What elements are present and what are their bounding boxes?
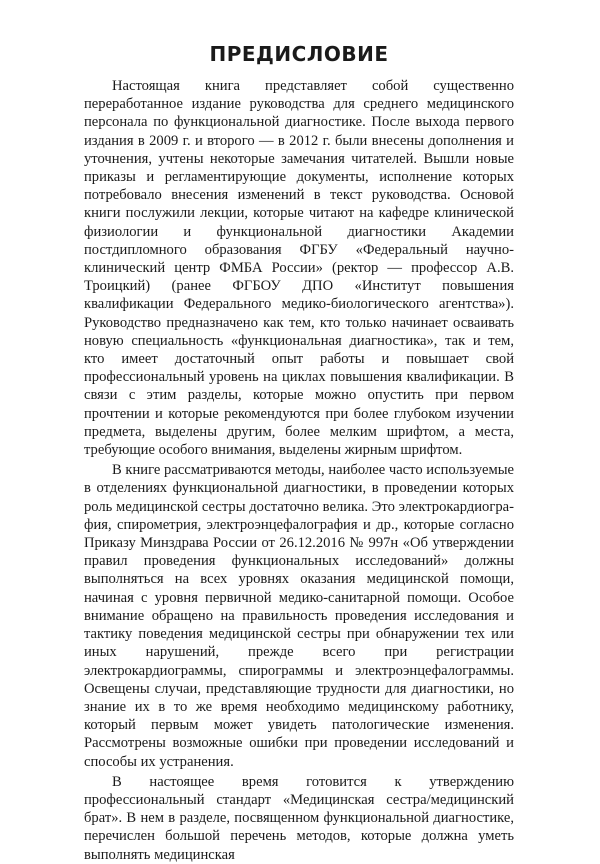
paragraph-3: В настоящее время готовится к утверждению профессиональный стандарт «Медицинская сестра/медицинский брат». В нем в разделе, посвященном функциональной диагностике, перечислен большой перечень методов, которые должна уметь выполнять медицинская [84, 773, 514, 863]
page-title: ПРЕДИСЛОВИЕ [209, 42, 389, 66]
paragraph-2: В книге рассматриваются методы, наиболее часто используемые в отделениях функциональной диагностики, в проведении которых роль медицинской сестры достаточно велика. Это электрокардиография, спирометрия, электроэнцефалография и др., которые согласно Приказу Минздрава России от 26.12.2016 № 997н «Об утверждении правил проведения функциональных исследований» должны выполняться на всех уровнях оказания медицинской помощи, начиная с уровня первичной медико-санитарной помощи. Особое внимание обращено на правильность проведения исследования и тактику поведения медицинской сестры при обнаружении тех или иных нарушений, прежде всего при регистрации электрокардиограммы, спирограммы и электроэнцефалограммы. Освещены случаи, представляющие трудности для диагностики, но знание их в то же время необходимо медицинскому работнику, который первым может увидеть патологические изменения. Рассмотрены возможные ошибки при проведении исследований и способы их устранения. [84, 462, 514, 770]
paragraph-1: Настоящая книга представляет собой существенно переработанное издание руководства для среднего медицинского персонала по функциональной диагностике. После выхода первого издания в 2009 г. и второго — в 2012 г. были внесены дополнения и уточнения, учтены некоторые замечания читателей. Вышли новые приказы и регламентирующие документы, исполнение которых потребовало внесения изменений в текст руководства. Основой книги послужили лекции, которые читают на кафедре клинической физиологии и функциональной диагностики Академии постдипломного образования ФГБУ «Федеральный научно-клинический центр ФМБА России» (ректор — профессор А.В. Троицкий) (ранее ФГБОУ ДПО «Институт повышения квалификации Федерального медико-биологического агентства»). Руководство предназначено как тем, кто только начинает осваивать новую специальность «функциональная диагностика», так и тем, кто имеет достаточный опыт работы и повышает свой профессиональный уровень на циклах повышения квалификации. В связи с этим разделы, которые можно опустить при первом прочтении и которые рекомендуются при более глубоком изучении предмета, выделены другим, более мелким шрифтом, а места, требующие особого внимания, выделены жирным шрифтом. [84, 78, 514, 459]
page [84, 40, 514, 864]
